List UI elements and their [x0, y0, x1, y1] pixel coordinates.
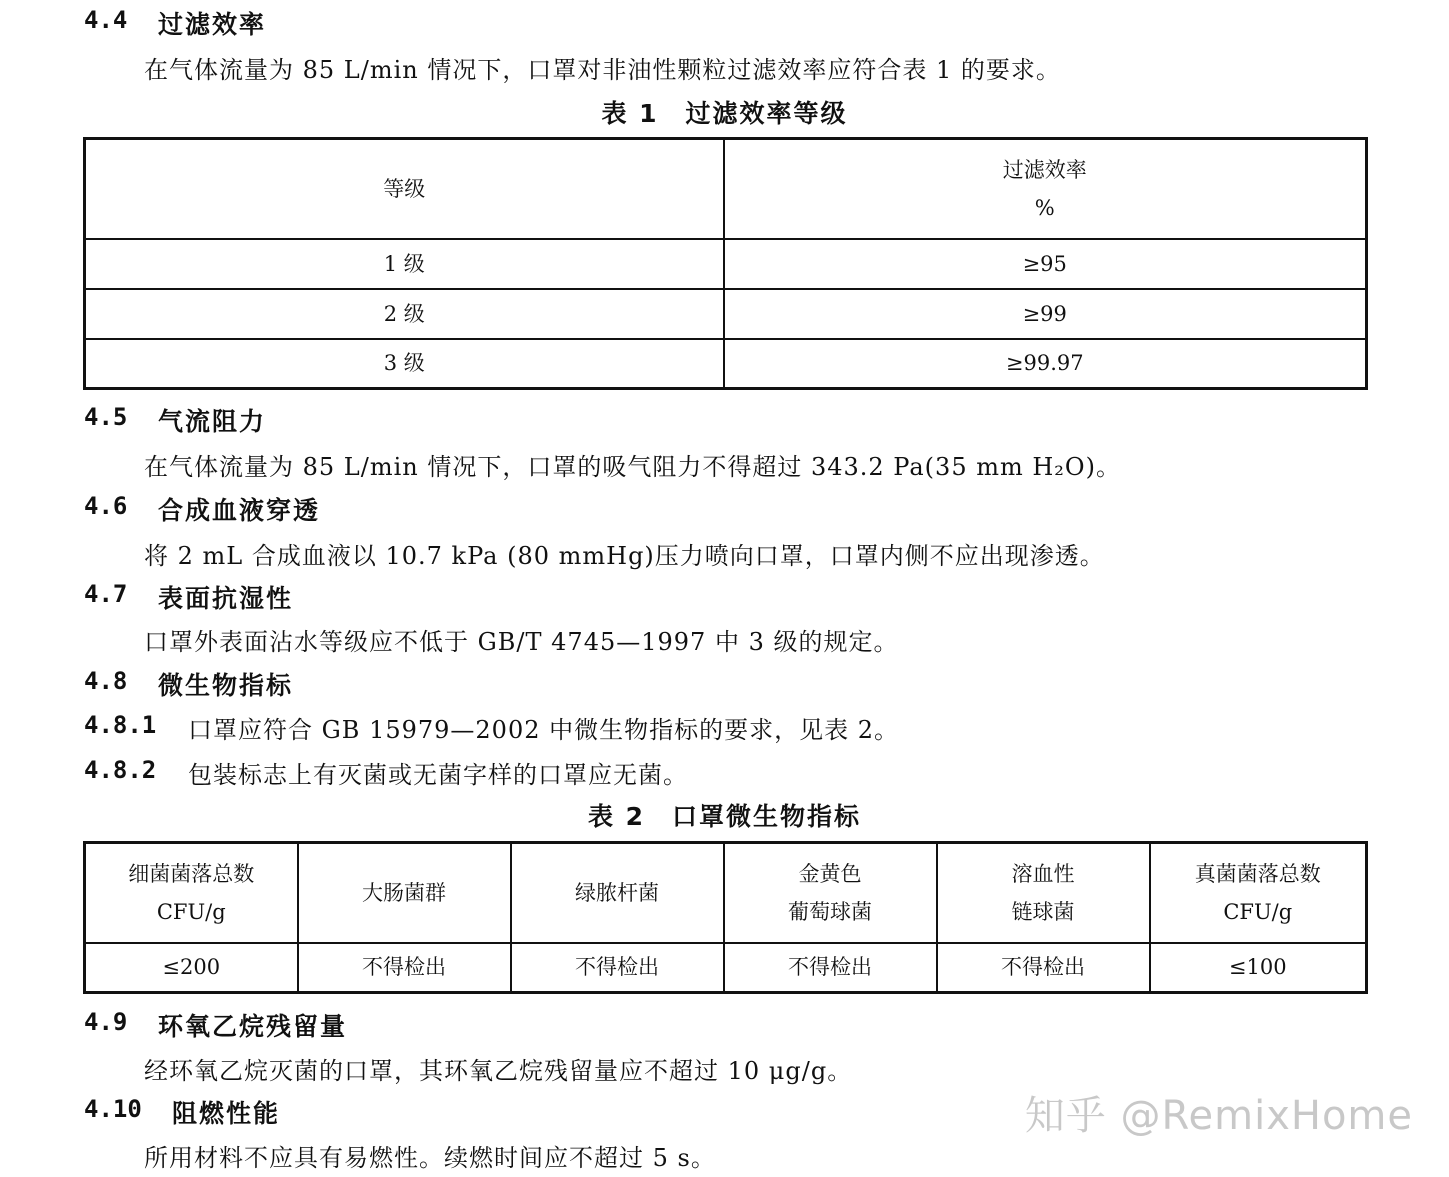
header-line: 溶血性 — [1011, 861, 1075, 886]
header-line: 真菌菌落总数 — [1194, 861, 1321, 886]
table2-value-cell: ≤100 — [1150, 943, 1367, 993]
section-title-flame-retardant: 阻燃性能 — [172, 1099, 281, 1128]
table-row — [85, 943, 1367, 993]
table2-header-staphylococcus — [724, 843, 937, 943]
header-line: 葡萄球菌 — [788, 899, 872, 924]
table-row — [85, 239, 1367, 289]
section-text-4-8-1: 口罩应符合 GB 15979—2002 中微生物指标的要求，见表 2。 — [188, 716, 900, 744]
table2-value-cell: 不得检出 — [724, 943, 937, 993]
table2-value-cell: ≤200 — [85, 943, 298, 993]
table1-header-efficiency-label: 过滤效率 — [1002, 157, 1087, 182]
table1-grade-cell: 3 级 — [85, 339, 724, 389]
table1-header-efficiency — [724, 139, 1367, 239]
table2-value-cell: 不得检出 — [937, 943, 1150, 993]
watermark: 知乎 @RemixHome — [1024, 1093, 1413, 1139]
table2-header-bacteria-count — [85, 843, 298, 943]
table2-header-streptococcus — [937, 843, 1150, 943]
table2-value-cell: 不得检出 — [511, 943, 724, 993]
section-number-4-8: 4.8 — [84, 667, 128, 695]
header-line: 链球菌 — [1011, 899, 1075, 924]
section-text-4-5: 在气体流量为 85 L/min 情况下，口罩的吸气阻力不得超过 343.2 Pa(35 mm H₂O)。 — [144, 453, 1121, 481]
table2-value-cell: 不得检出 — [298, 943, 511, 993]
table1-caption: 表 1 过滤效率等级 — [601, 99, 848, 128]
section-number-4-10: 4.10 — [84, 1095, 142, 1123]
section-text-4-4: 在气体流量为 85 L/min 情况下，口罩对非油性颗粒过滤效率应符合表 1 的要求。 — [144, 56, 1061, 84]
section-title-microbial: 微生物指标 — [158, 671, 294, 700]
table2-header-pseudomonas — [511, 843, 724, 943]
section-text-4-9: 经环氧乙烷灭菌的口罩，其环氧乙烷残留量应不超过 10 μg/g。 — [144, 1057, 853, 1085]
table-row — [85, 339, 1367, 389]
table1-header-row — [85, 139, 1367, 239]
table1-grade-cell: 1 级 — [85, 239, 724, 289]
header-unit: CFU/g — [156, 899, 226, 924]
section-number-4-8-2: 4.8.2 — [84, 756, 157, 784]
table1-header-grade: 等级 — [85, 139, 724, 239]
section-title-ethylene-oxide: 环氧乙烷残留量 — [158, 1012, 348, 1041]
section-text-4-10: 所用材料不应具有易燃性。续燃时间应不超过 5 s。 — [144, 1144, 716, 1172]
section-text-4-8-2: 包装标志上有灭菌或无菌字样的口罩应无菌。 — [188, 761, 688, 789]
section-number-4-5: 4.5 — [84, 403, 128, 431]
header-line: 大肠菌群 — [362, 880, 446, 905]
filtration-efficiency-table — [83, 137, 1368, 390]
section-text-4-7: 口罩外表面沾水等级应不低于 GB/T 4745—1997 中 3 级的规定。 — [144, 628, 899, 656]
table2-header-fungi-count — [1150, 843, 1367, 943]
table1-value-cell: ≥95 — [724, 239, 1367, 289]
section-number-4-4: 4.4 — [84, 6, 128, 34]
section-title-surface-moisture: 表面抗湿性 — [158, 584, 294, 613]
section-number-4-6: 4.6 — [84, 492, 128, 520]
section-number-4-7: 4.7 — [84, 580, 128, 608]
microbial-index-table — [83, 841, 1368, 994]
table2-header-row — [85, 843, 1367, 943]
section-text-4-6: 将 2 mL 合成血液以 10.7 kPa (80 mmHg)压力喷向口罩，口罩内侧不应出现渗透。 — [144, 542, 1105, 570]
header-line: 金黄色 — [798, 861, 862, 886]
section-number-4-9: 4.9 — [84, 1008, 128, 1036]
header-unit: CFU/g — [1223, 899, 1293, 924]
table2-header-coliform — [298, 843, 511, 943]
section-title-filtration-efficiency: 过滤效率 — [158, 10, 267, 39]
table1-value-cell: ≥99.97 — [724, 339, 1367, 389]
table1-grade-cell: 2 级 — [85, 289, 724, 339]
table2-caption: 表 2 口罩微生物指标 — [587, 802, 862, 831]
section-number-4-8-1: 4.8.1 — [84, 711, 157, 739]
table-row — [85, 289, 1367, 339]
section-title-airflow-resistance: 气流阻力 — [158, 407, 267, 436]
table1-value-cell: ≥99 — [724, 289, 1367, 339]
header-line: 绿脓杆菌 — [575, 880, 659, 905]
table1-header-unit: % — [1034, 195, 1055, 220]
section-title-synthetic-blood: 合成血液穿透 — [158, 496, 321, 525]
header-line: 细菌菌落总数 — [128, 861, 255, 886]
